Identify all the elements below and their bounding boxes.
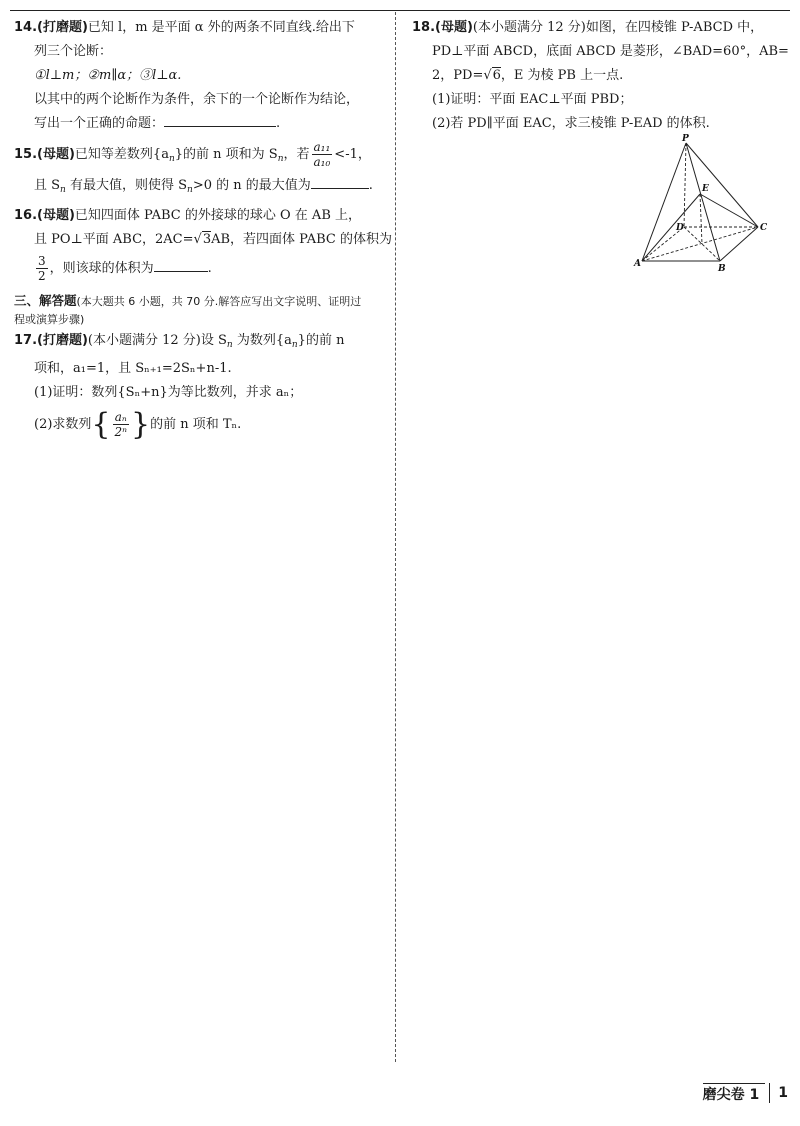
question-text: 已知四面体 PABC 的外接球的球心 O 在 AB 上， — [74, 208, 361, 223]
sub-question-1: (1)证明：平面 EAC⊥平面 PBD； — [432, 92, 633, 107]
question-text: 列三个论断： — [34, 44, 113, 59]
question-17 — [14, 329, 384, 445]
question-tag: (打磨题) — [37, 333, 88, 348]
question-text: 有最大值，则使得 S — [65, 178, 188, 193]
sub-question-2: (2)若 PD∥平面 EAC，求三棱锥 P-EAD 的体积. — [432, 116, 710, 131]
subscript: n — [226, 340, 233, 350]
punctuation: . — [276, 116, 281, 131]
answer-blank[interactable] — [164, 112, 276, 127]
page-number: 1 — [769, 1083, 788, 1103]
question-text: 已知等差数列{a — [74, 147, 169, 162]
subscript: n — [291, 340, 298, 350]
top-rule — [10, 10, 790, 11]
question-text: (本小题满分 12 分)设 S — [87, 333, 227, 348]
edge-PA — [642, 143, 686, 261]
question-number: 15. — [14, 147, 38, 162]
question-text: 项和，a₁=1，且 Sₙ₊₁=2Sₙ+n-1. — [34, 361, 232, 376]
label-E: E — [702, 184, 709, 194]
section-description: 程或演算步骤) — [14, 313, 85, 326]
question-text: 已知 l，m 是平面 α 外的两条不同直线.给出下 — [87, 20, 355, 35]
question-text: <-1， — [334, 147, 371, 162]
question-text: 为数列{a — [232, 333, 292, 348]
sub-question-2: 的前 n 项和 Tₙ. — [150, 417, 242, 432]
fraction-numerator: a₁₁ — [313, 140, 331, 154]
fraction-numerator: aₙ — [113, 410, 130, 425]
label-P: P — [682, 134, 689, 144]
question-text: PD⊥平面 ABCD，底面 ABCD 是菱形，∠BAD=60°，AB= — [432, 44, 789, 59]
section-header — [14, 292, 384, 329]
sub-question-1: (1)证明：数列{Sₙ+n}为等比数列，并求 aₙ； — [34, 385, 303, 400]
question-text: ，E 为棱 PB 上一点. — [500, 68, 624, 83]
left-brace: { — [91, 406, 111, 442]
edge-PD — [684, 143, 686, 227]
question-14 — [14, 16, 384, 136]
question-text: }的前 n — [297, 333, 345, 348]
sub-question-2: (2)求数列 — [34, 417, 92, 432]
question-text: ，则该球的体积为 — [49, 261, 154, 276]
sqrt-radicand: 6 — [492, 68, 501, 83]
left-column — [14, 16, 392, 447]
fraction-denominator: 2 — [38, 269, 46, 283]
question-text: 且 S — [34, 178, 61, 193]
edge-BC — [720, 227, 758, 261]
label-B: B — [718, 264, 726, 273]
subscript: n — [277, 154, 284, 164]
subscript: n — [60, 185, 66, 195]
subscript: n — [187, 185, 193, 195]
question-text: 且 PO⊥平面 ABC，2AC= — [34, 232, 194, 247]
question-number: 17. — [14, 333, 38, 348]
subscript: n — [168, 154, 175, 164]
question-tag: (母题) — [435, 20, 473, 35]
section-description: (本大题共 6 小题，共 70 分.解答应写出文字说明、证明过 — [76, 295, 362, 308]
question-16: 16.(母题)已知四面体 PABC 的外接球的球心 O 在 AB 上， 且 PO⊥平面 ABC，2AC=√3AB，若四面体 PABC 的体积为 $\frac{3}{2}$ ，则该球的体积为 . — [14, 208, 392, 283]
question-tag: (母题) — [37, 147, 75, 162]
answer-blank[interactable] — [311, 174, 369, 189]
fraction — [312, 140, 333, 169]
question-text: 2，PD= — [432, 68, 484, 83]
question-text: 以其中的两个论断作为条件，余下的一个论断作为结论， — [34, 92, 360, 107]
right-brace: } — [131, 406, 151, 442]
question-tag: (母题) — [37, 208, 75, 223]
edge-PC — [686, 143, 758, 227]
pyramid-figure — [632, 133, 772, 273]
label-A: A — [634, 259, 641, 269]
question-statements: ①l⊥m；②m∥α；③l⊥α. — [34, 68, 182, 83]
booklet-label: 磨尖卷 1 — [703, 1083, 766, 1104]
fraction-numerator: 3 — [38, 254, 46, 268]
sqrt-radicand: 3 — [202, 232, 212, 247]
edge-AE — [642, 194, 700, 261]
question-text: >0 的 n 的最大值为 — [192, 178, 311, 193]
question-text: AB，若四面体 PABC 的体积为 — [211, 232, 392, 247]
question-15 — [14, 140, 384, 202]
label-D: D — [676, 223, 684, 233]
fraction — [113, 410, 130, 439]
page-footer — [703, 1080, 788, 1106]
question-number: 16. — [14, 208, 38, 223]
column-divider — [395, 12, 396, 1062]
question-text: (本小题满分 12 分)如图，在四棱锥 P-ABCD 中， — [472, 20, 764, 35]
fraction-denominator: a₁₀ — [313, 155, 331, 169]
section-title: 三、解答题 — [14, 293, 77, 308]
punctuation: . — [368, 178, 373, 193]
fraction — [36, 254, 48, 283]
question-text: }的前 n 项和为 S — [174, 147, 278, 162]
question-18: 18.(母题)(本小题满分 12 分)如图，在四棱锥 P-ABCD 中， PD⊥平面 ABCD，底面 ABCD 是菱形，∠BAD=60°，AB= 2，PD=√6，E 为棱 PB 上一点. (1)证明：平面 EAC⊥平面 PBD； (2)若 PD∥平面 EAC，求三棱锥 P-EAD 的体积. — [412, 16, 784, 136]
diagonal-AC — [642, 227, 758, 261]
question-text: 写出一个正确的命题： — [34, 116, 165, 131]
answer-blank[interactable] — [154, 257, 208, 272]
right-column — [412, 16, 789, 138]
question-number: 18. — [412, 20, 436, 35]
question-text: ，若 — [283, 147, 310, 162]
question-number: 14. — [14, 20, 38, 35]
label-C: C — [760, 223, 768, 233]
segment-EO — [700, 194, 702, 244]
fraction-denominator: 2ⁿ — [114, 425, 128, 439]
punctuation: . — [207, 261, 212, 276]
question-tag: (打磨题) — [37, 20, 88, 35]
